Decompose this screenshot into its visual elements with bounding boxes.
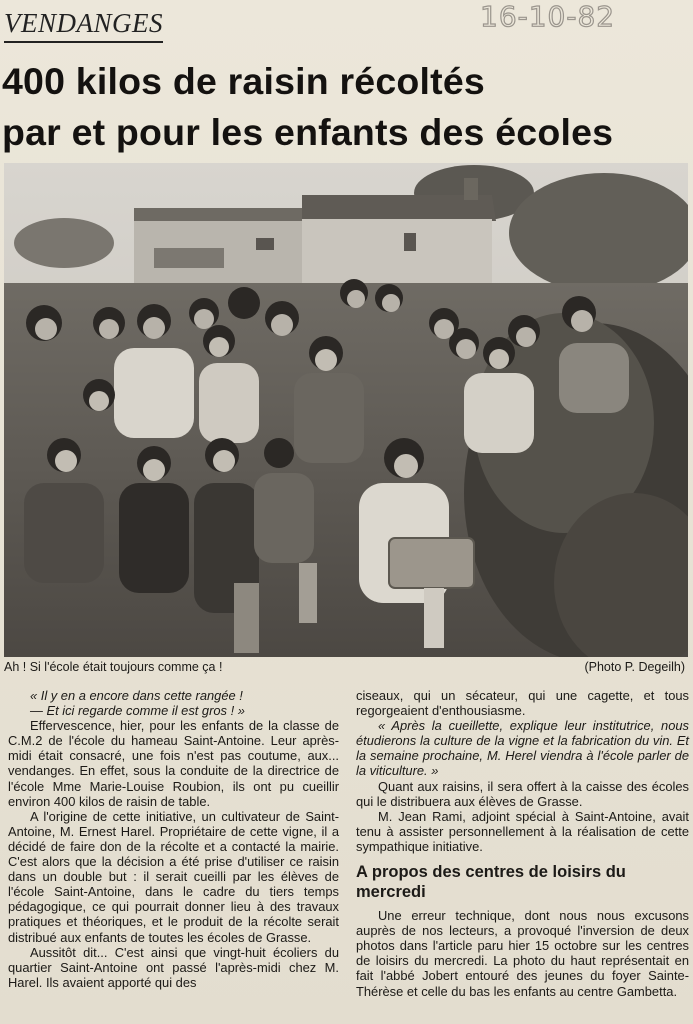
paragraph: Une erreur technique, dont nous nous excusons auprès de nos lecteurs, a provoqué l'inversion de deux photos dans l'article paru hier 15 octobre sur les centres de loisirs du mercredi. La photo du haut représentait en fait l'abbé Jobert entouré des jeunes du foyer Sainte-Thérèse et celle du bas les enfants au centre Gambetta. xyxy=(356,908,689,999)
paragraph: Effervescence, hier, pour les enfants de la classe de C.M.2 de l'école du hameau Saint-Antoine. Leur après-midi était consacré, une fois n'est pas coutume, aux... vendanges. En effet, sous la conduite de la directrice de l'école Mme Marie-Louise Roubion, ils ont pu cueillir environ 400 kilos de raisin de table. xyxy=(8,718,339,809)
article-column-1 xyxy=(8,688,339,990)
quote-line-1: « Il y en a encore dans cette rangée ! xyxy=(30,688,243,703)
handwritten-date: 16-10-82 xyxy=(480,0,616,33)
section-kicker: VENDANGES xyxy=(4,8,163,43)
subheadline: A propos des centres de loisirs du mercredi xyxy=(356,863,626,902)
headline xyxy=(2,56,692,158)
group-photo xyxy=(4,163,688,657)
photo-caption: Ah ! Si l'école était toujours comme ça ! xyxy=(4,660,223,674)
paragraph: ciseaux, qui un sécateur, qui une cagette, et tous regorgeaient d'enthousiasme. xyxy=(356,688,689,719)
paragraph: A l'origine de cette initiative, un cultivateur de Saint-Antoine, M. Ernest Harel. Propriétaire de cette vigne, il a décidé de faire don de la récolte et a contacté la mairie. C'est alors que la décision a été prise d'utiliser ce raisin dans un double but : il serait cueilli par les élèves de l'école Saint-Antoine, dans le cadre du tiers temps pédagogique, ce qui pourrait donner lieu à des travaux pratiques et théoriques, et le produit de la récolte serait distribué aux enfants de toutes les écoles de Grasse. xyxy=(8,808,339,945)
children-in-vineyard-photo xyxy=(4,163,688,657)
headline-line-2: par et pour les enfants des écoles xyxy=(2,111,614,153)
photo-credit: (Photo P. Degeilh) xyxy=(584,660,685,674)
paragraph: Aussitôt dit... C'est ainsi que vingt-huit écoliers du quartier Saint-Antoine ont passé l'après-midi chez M. Harel. Ils avaient apporté qui des xyxy=(8,944,339,990)
quote-line-2: — Et ici regarde comme il est gros ! » xyxy=(30,703,245,719)
article-column-2 xyxy=(356,688,689,999)
headline-line-1: 400 kilos de raisin récoltés xyxy=(2,60,485,102)
paragraph: Quant aux raisins, il sera offert à la caisse des écoles qui le distribuera aux élèves de Grasse. xyxy=(356,778,689,809)
paragraph: « Après la cueillette, explique leur institutrice, nous étudierons la culture de la vigne et la fabrication du vin. Et la semaine prochaine, M. Herel viendra à l'école parler de la viticulture. » xyxy=(356,718,689,779)
paragraph: M. Jean Rami, adjoint spécial à Saint-Antoine, avait tenu à assister personnellement à la réalisation de cette sympathique initiative. xyxy=(356,808,689,854)
